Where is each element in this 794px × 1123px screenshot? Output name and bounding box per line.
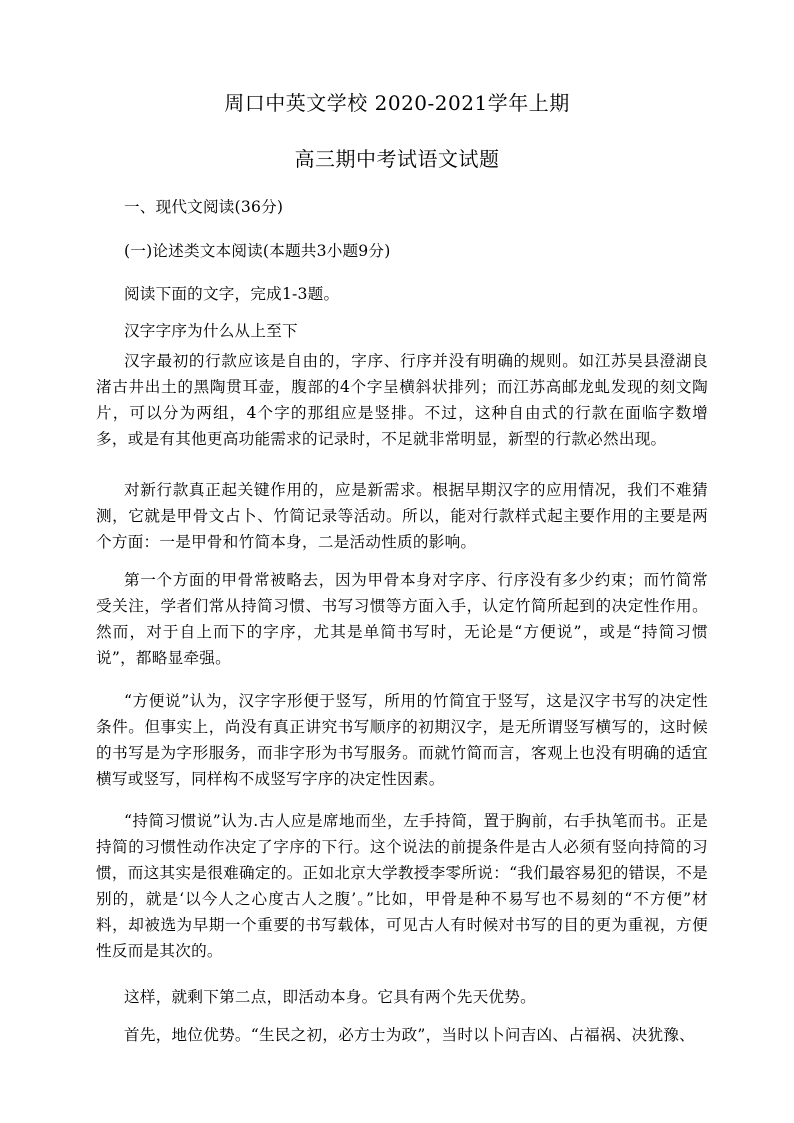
article-paragraph: 第一个方面的甲骨常被略去，因为甲骨本身对字序、行序没有多少约束；而竹简常受关注，学者们常从持简习惯、书写习惯等方面入手，认定竹简所起到的决定性作用。然而，对于自上而下的字序，尤其是单简书写时，无论是“方便说”，或是“持简习惯说”，都略显牵强。 (96, 571, 708, 667)
exam-title: 高三期中考试语文试题 (294, 147, 500, 171)
article-paragraph: 汉字最初的行款应该是自由的，字序、行序并没有明确的规则。如江苏吴县澄湖良渚古井出土的黑陶贯耳壶，腹部的4个字呈横斜状排列；而江苏高邮龙虬发现的刻文陶片，可以分为两组，4个字的那组应是竖排。不过，这种自由式的行款在面临字数增多，或是有其他更高功能需求的记录时，不足就非常明显，新型的行款必然出现。 (96, 352, 708, 448)
article-paragraph: 对新行款真正起关键作用的，应是新需求。根据早期汉字的应用情况，我们不难猜测，它就是甲骨文占卜、竹简记录等活动。所以，能对行款样式起主要作用的主要是两个方面：一是甲骨和竹简本身，二是活动性质的影响。 (96, 481, 708, 551)
article-paragraph: “方便说”认为，汉字字形便于竖写，所用的竹简宜于竖写，这是汉字书写的决定性条件。但事实上，尚没有真正讲究书写顺序的初期汉字，是无所谓竖写横写的，这时候的书写是为字形服务，而非字形为书写服务。而就竹简而言，客观上也没有明确的适宜横写或竖写，同样构不成竖写字序的决定性因素。 (96, 692, 708, 788)
article-title: 汉字字序为什么从上至下 (124, 322, 298, 340)
article-paragraph: 首先，地位优势。“生民之初，必方士为政”，当时以卜问吉凶、占福祸、决犹豫、 (124, 1026, 695, 1044)
article-paragraph: 这样，就剩下第二点，即活动本身。它具有两个先天优势。 (124, 988, 536, 1006)
section-heading: 一、现代文阅读(36分) (124, 198, 284, 216)
reading-instruction: 阅读下面的文字，完成1-3题。 (124, 285, 340, 303)
article-paragraph: “持简习惯说”认为.古人应是席地而坐，左手持简，置于胸前，右手执笔而书。正是持简的习惯性动作决定了字序的下行。这个说法的前提条件是古人必须有竖向持简的习惯，而这其实是很难确定的。正如北京大学教授李零所说：“我们最容易犯的错误，不是别的，就是‘以今人之心度古人之腹’。”比如，甲骨是种不易写也不易刻的“不方便”材料，却被选为早期一个重要的书写载体，可见古人有时候对书写的目的更为重视，方便性反而是其次的。 (96, 812, 708, 960)
section-subheading: (一)论述类文本阅读(本题共3小题9分) (124, 242, 391, 260)
school-title: 周口中英文学校 2020-2021学年上期 (224, 91, 570, 115)
